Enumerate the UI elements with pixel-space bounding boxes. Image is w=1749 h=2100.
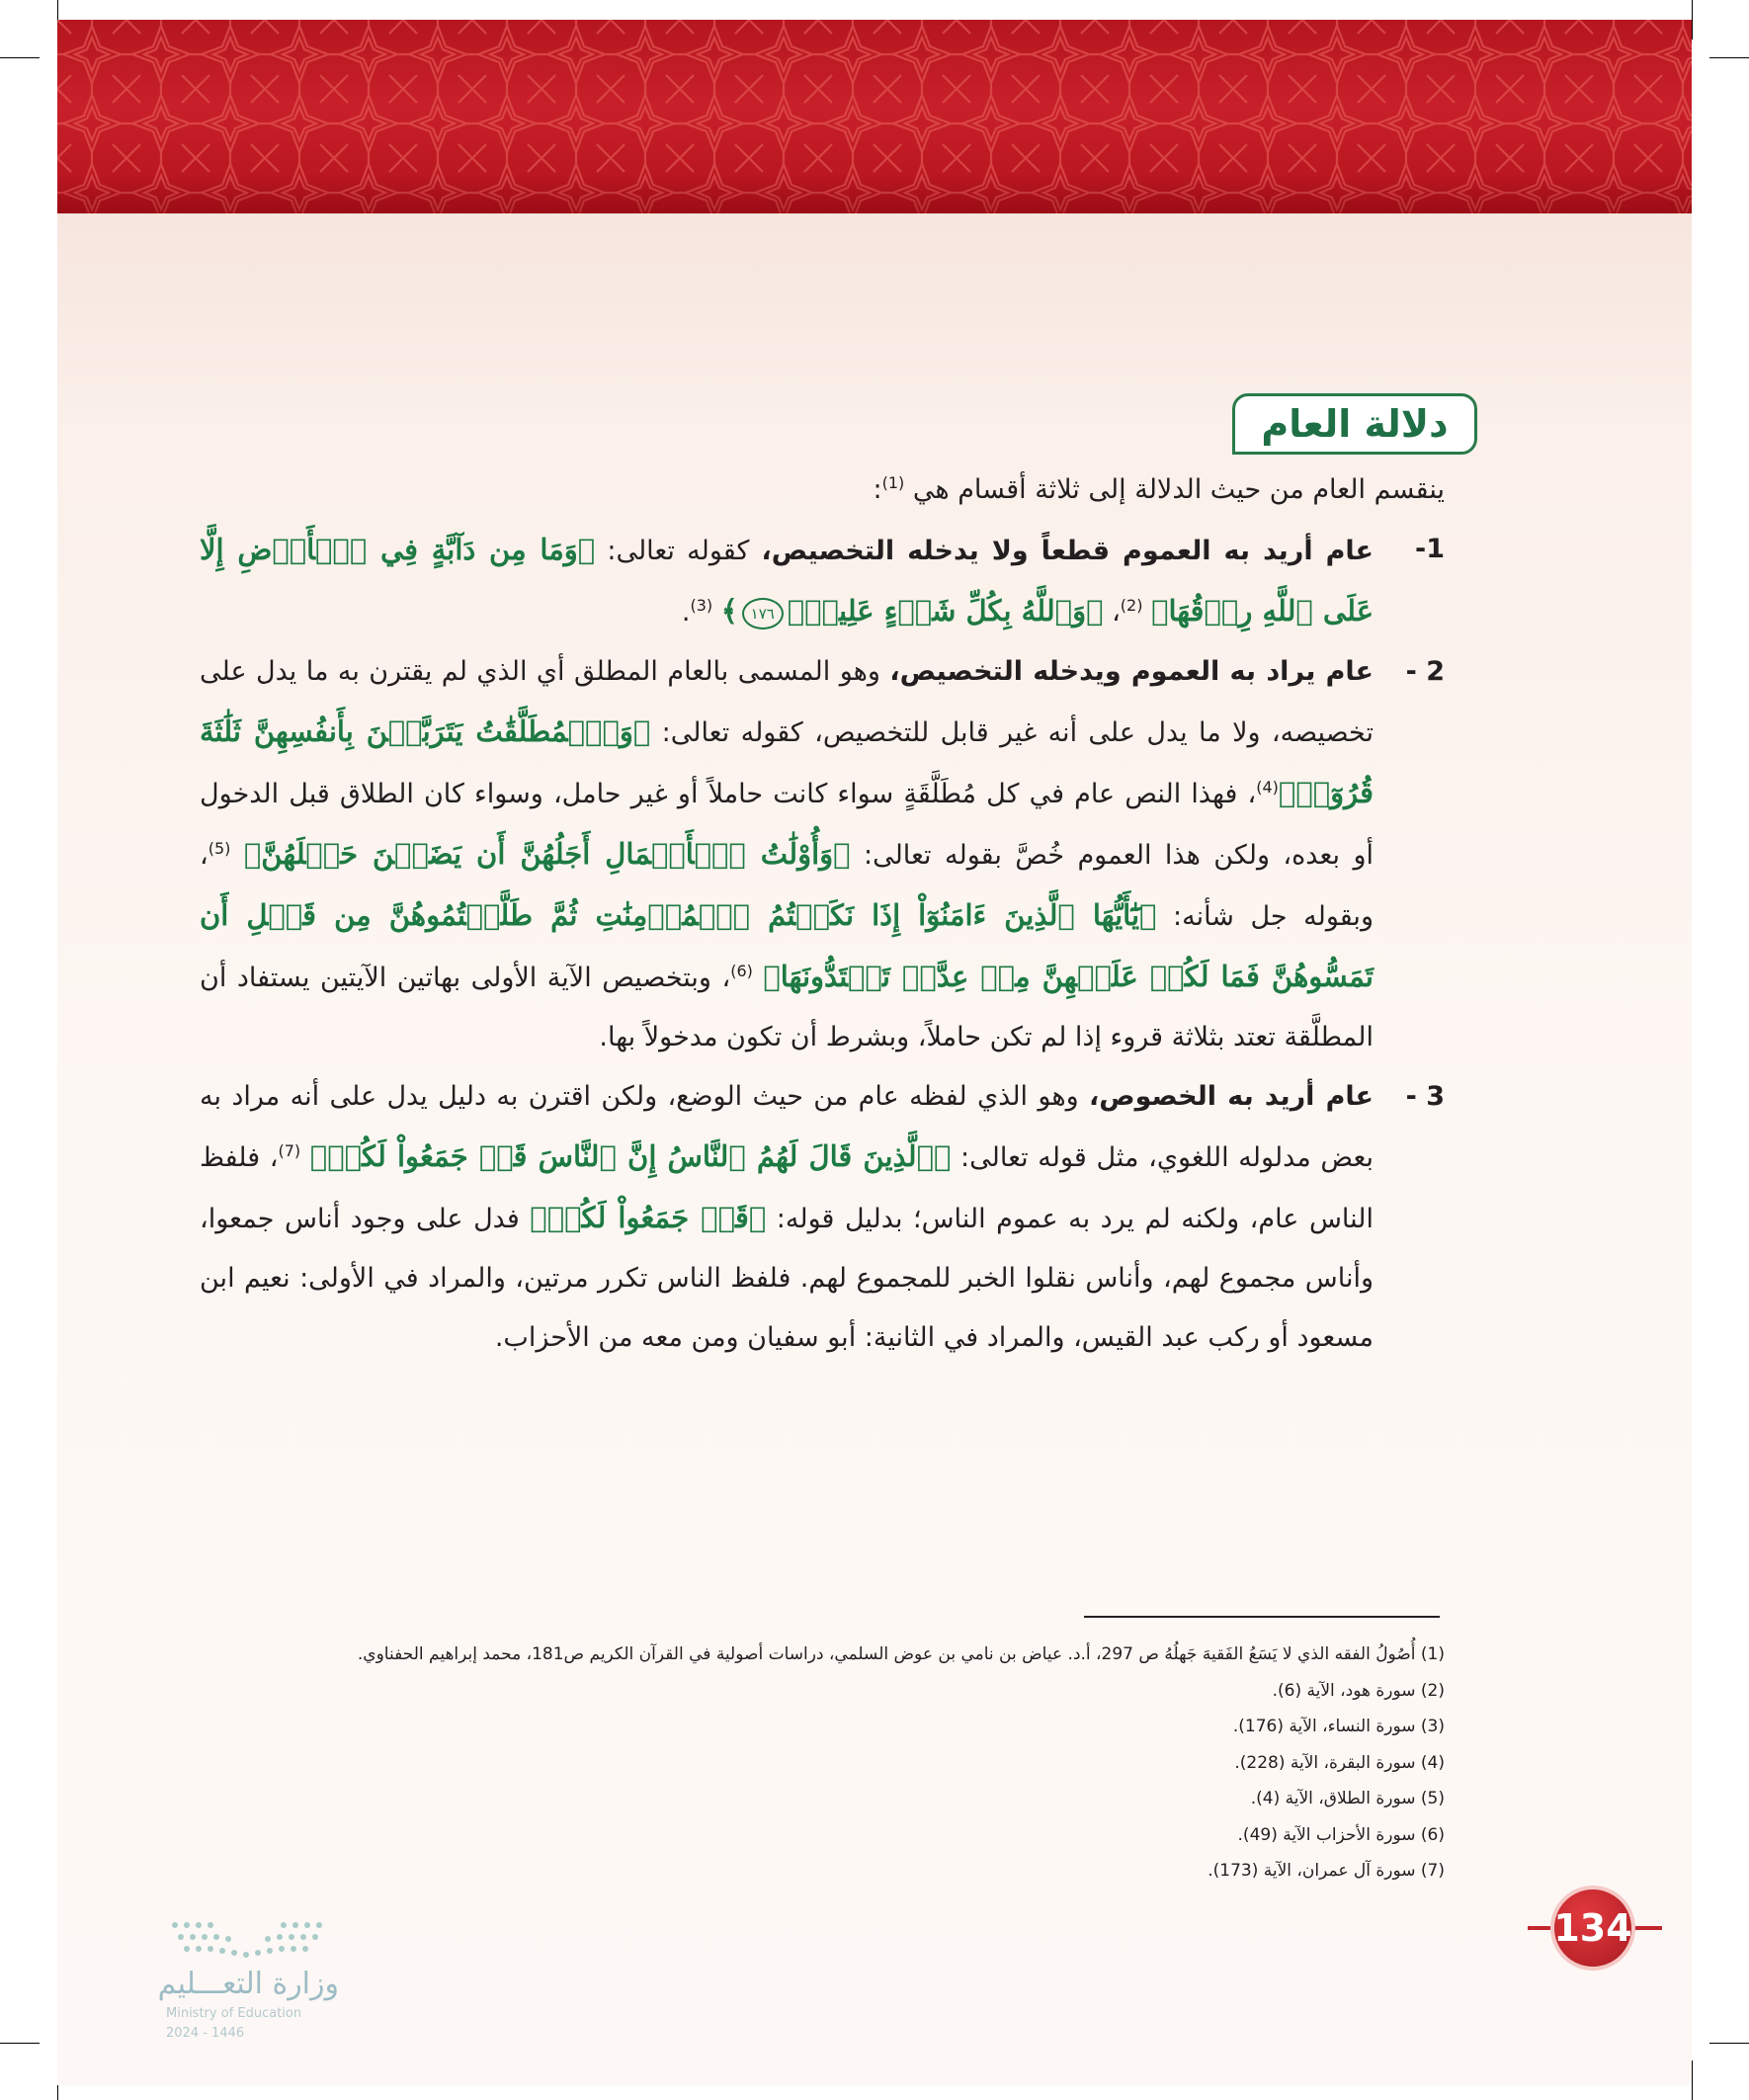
quran-verse: ﴿وَٱلۡمُطَلَّقَٰتُ يَتَرَبَّصۡنَ بِأَنفُسِهِنَّ ثَلَٰثَةَ قُرُوٓءٖ﴾ — [200, 714, 1374, 809]
book-page — [57, 20, 1692, 2085]
footnote-ref: (1) — [881, 473, 905, 492]
ministry-name-english: Ministry of Education — [166, 2006, 302, 2021]
footnote: (2) سورة هود، الآية (6). — [1272, 1680, 1445, 1701]
item-text: ، وبتخصيص الآية الأولى بهاتين الآيتين يستفاد أن المطلَّقة تعتد بثلاثة قروء إذا لم تكن حاملاً، وبشرط أن تكون مدخولاً بها. — [200, 963, 1374, 1052]
item-number: 2 - — [1405, 656, 1445, 687]
item-1 — [200, 520, 1445, 642]
item-text: ، فهذا النص عام في كل مُطَلَّقَةٍ سواء كانت حاملاً أو غير حامل، وسواء كان الطلاق قبل الدخول أو بعده، ولكن هذا العموم خُصَّ بقوله تعالى: — [200, 779, 1374, 871]
ministry-dots-icon — [165, 1917, 333, 1963]
footnote-ref: (7) — [278, 1141, 301, 1160]
crop-mark — [1709, 2043, 1749, 2044]
footnote-ref: (3) — [690, 596, 713, 615]
separator: ، — [1103, 597, 1121, 628]
footnote-ref: (4) — [1256, 778, 1279, 797]
ayah-number-icon: ١٧٦ — [742, 598, 784, 630]
item-3 — [200, 1067, 1445, 1368]
crop-mark — [1692, 2060, 1693, 2100]
item-heading: عام أريد به الخصوص، — [1089, 1081, 1374, 1112]
ministry-logo — [157, 1917, 339, 2041]
item-heading: عام أريد به العموم قطعاً ولا يدخله التخصيص، — [761, 536, 1374, 566]
item-number: 3 - — [1405, 1081, 1445, 1112]
item-text: وهو الذي لفظه عام من حيث الوضع، ولكن اقترن به دليل يدل على أنه مراد به بعض مدلوله اللغوي، مثل قوله تعالى: — [200, 1081, 1374, 1173]
item-text: ، فلفظ الناس عام، ولكنه لم يرد به عموم الناس؛ بدليل قوله: — [200, 1142, 1374, 1234]
footnote: (1) أُصُولُ الفقه الذي لا يَسَعُ الفَقيهَ جَهلُهُ ص 297، أ.د. عياض بن نامي بن عوض السلمي، دراسات أصولية في القرآن الكريم ص181، محمد إبراهيم الحفناوي. — [357, 1644, 1445, 1664]
crop-mark — [1692, 0, 1693, 40]
section-title: دلالة العام — [1232, 393, 1477, 455]
main-content — [200, 461, 1445, 1368]
ministry-year: 2024 - 1446 — [166, 2026, 245, 2041]
crop-mark — [0, 2043, 40, 2044]
footnote-ref: (2) — [1120, 596, 1143, 615]
item-2 — [200, 642, 1445, 1067]
decorative-banner — [57, 20, 1692, 213]
quran-verse: ﴿ٱلَّذِينَ قَالَ لَهُمُ ٱلنَّاسُ إِنَّ ٱلنَّاسَ قَدۡ جَمَعُواْ لَكُمۡ﴾ — [309, 1139, 952, 1173]
item-text: كقوله تعالى: — [595, 536, 762, 566]
footnote: (5) سورة الطلاق، الآية (4). — [1250, 1789, 1445, 1808]
footnote: (4) سورة البقرة، الآية (228). — [1234, 1752, 1445, 1773]
item-heading: عام يراد به العموم ويدخله التخصيص، — [889, 656, 1374, 687]
footnote-ref: (5) — [208, 839, 231, 858]
page-number: 134 — [1550, 1886, 1635, 1971]
footnote-divider — [1084, 1616, 1440, 1618]
item-text: فدل على وجود أناس جمعوا، وأناس مجموع لهم، وأناس نقلوا الخبر للمجموع لهم. فلفظ الناس تكرر مرتين، والمراد في الأولى: نعيم ابن مسعود أو ركب عبد القيس، والمراد في الثانية: أبو سفيان ومن معه من الأحزاب. — [200, 1204, 1374, 1353]
footnote: (7) سورة آل عمران، الآية (173). — [1208, 1861, 1445, 1881]
quran-verse: ﴿يَٰٓأَيُّهَا ٱلَّذِينَ ءَامَنُوٓاْ إِذَا نَكَحۡتُمُ ٱلۡمُؤۡمِنَٰتِ ثُمَّ طَلَّقۡتُمُوهُنَّ مِن قَبۡلِ أَن تَمَسُّوهُنَّ فَمَا لَكُمۡ عَلَيۡهِنَّ مِنۡ عِدَّةٖ تَعۡتَدُّونَهَا﴾ — [200, 898, 1374, 993]
quran-bracket: ﴾ — [720, 594, 738, 628]
banner-shade — [57, 174, 1692, 213]
item-text: ، وبقوله جل شأنه: — [200, 840, 1374, 932]
intro-text: ينقسم العام من حيث الدلالة إلى ثلاثة أقسام هي — [904, 474, 1445, 505]
footnote-ref: (6) — [730, 962, 753, 980]
quran-verse: ﴿وَٱللَّهُ بِكُلِّ شَيۡءٍ عَلِيمُۢ — [787, 594, 1104, 628]
footnote: (3) سورة النساء، الآية (176). — [1232, 1717, 1445, 1736]
item-number: 1- — [1414, 534, 1445, 564]
intro-tail: : — [873, 474, 882, 505]
crop-mark — [0, 57, 40, 58]
quran-verse: ﴿وَأُوْلَٰتُ ٱلۡأَحۡمَالِ أَجَلُهُنَّ أَن يَضَعۡنَ حَمۡلَهُنَّ﴾ — [243, 837, 851, 871]
ministry-name-arabic: وزارة التعـــليم — [157, 1967, 339, 2001]
footnote: (6) سورة الأحزاب الآية (49). — [1237, 1824, 1445, 1845]
page-number-badge — [1528, 1886, 1662, 1971]
quran-verse: ﴿قَدۡ جَمَعُواْ لَكُمۡ﴾ — [530, 1201, 767, 1234]
intro-paragraph — [200, 461, 1445, 520]
item-text: وهو المسمى بالعام المطلق أي الذي لم يقترن به ما يدل على تخصيصه، ولا ما يدل على أنه غير قابل للتخصيص، كقوله تعالى: — [200, 656, 1374, 748]
period: . — [681, 597, 691, 628]
crop-mark — [1709, 57, 1749, 58]
footnotes-list — [160, 1637, 1445, 1890]
quran-verse: ﴿وَمَا مِن دَآبَّةٍ فِي ٱلۡأَرۡضِ إِلَّا عَلَى ٱللَّهِ رِزۡقُهَا﴾ — [200, 533, 1374, 628]
